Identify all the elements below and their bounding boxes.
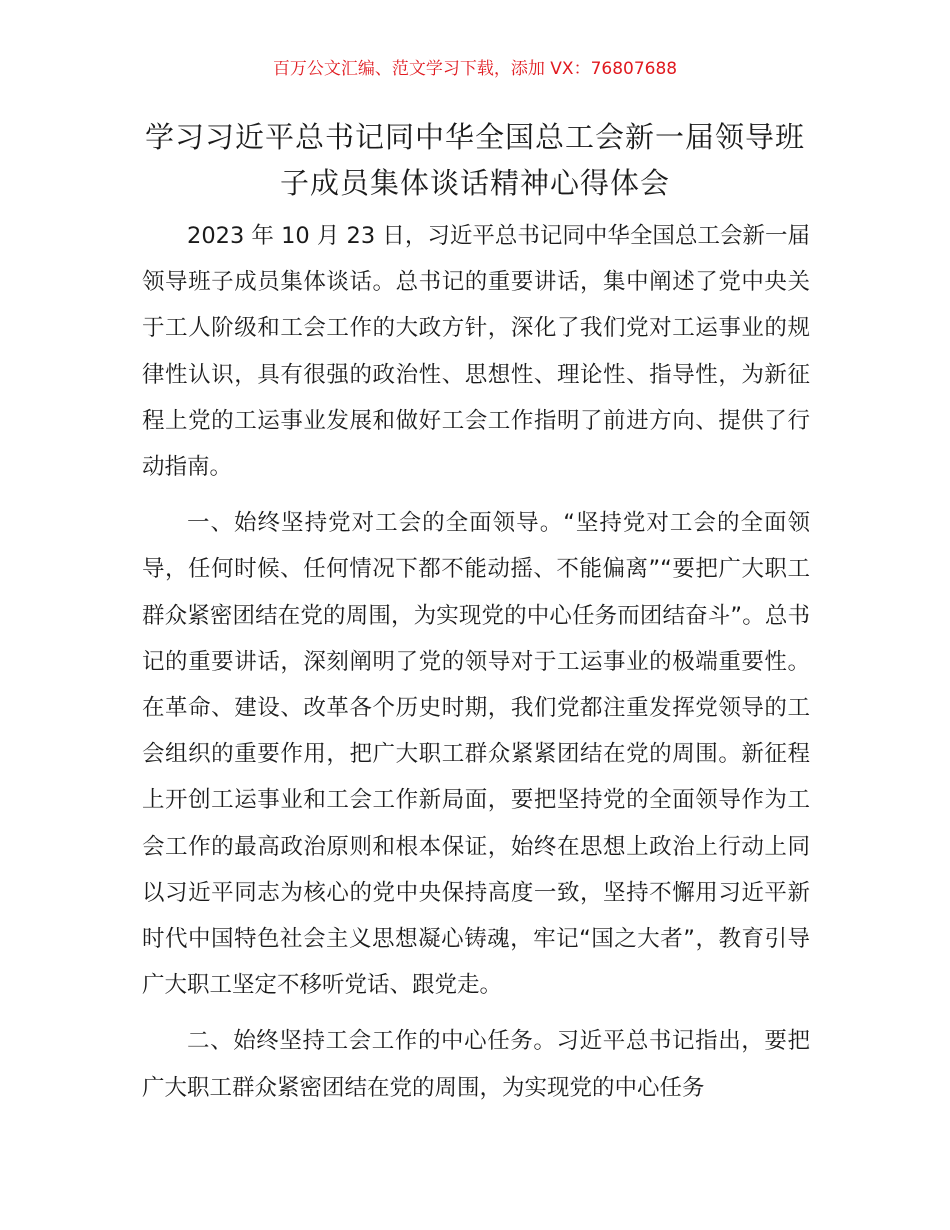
paragraph-section-two: 二、始终坚持工会工作的中心任务。习近平总书记指出，要把广大职工群众紧密团结在党的周围，为实现党的中心任务	[142, 1028, 810, 1101]
document-body	[142, 213, 810, 1121]
document-title: 学习习近平总书记同中华全国总工会新一届领导班子成员集体谈话精神心得体会	[144, 120, 805, 200]
header-watermark-note: 百万公文汇编、范文学习下载，添加 VX：76807688	[272, 59, 678, 79]
paragraph-intro: 2023 年 10 月 23 日，习近平总书记同中华全国总工会新一届领导班子成员集体谈话。总书记的重要讲话，集中阐述了党中央关于工人阶级和工会工作的大政方针，深化了我们党对工运事业的规律性认识，具有很强的政治性、思想性、理论性、指导性，为新征程上党的工运事业发展和做好工会工作指明了前进方向、提供了行动指南。	[142, 223, 810, 481]
paragraph-section-one: 一、始终坚持党对工会的全面领导。“坚持党对工会的全面领导，任何时候、任何情况下都不能动摇、不能偏离”“要把广大职工群众紧密团结在党的周围，为实现党的中心任务而团结奋斗”。总书记的重要讲话，深刻阐明了党的领导对于工运事业的极端重要性。在革命、建设、改革各个历史时期，我们党都注重发挥党领导的工会组织的重要作用，把广大职工群众紧紧团结在党的周围。新征程上开创工运事业和工会工作新局面，要把坚持党的全面领导作为工会工作的最高政治原则和根本保证，始终在思想上政治上行动上同以习近平同志为核心的党中央保持高度一致，坚持不懈用习近平新时代中国特色社会主义思想凝心铸魂，牢记“国之大者”，教育引导广大职工坚定不移听党话、跟党走。	[142, 510, 810, 999]
